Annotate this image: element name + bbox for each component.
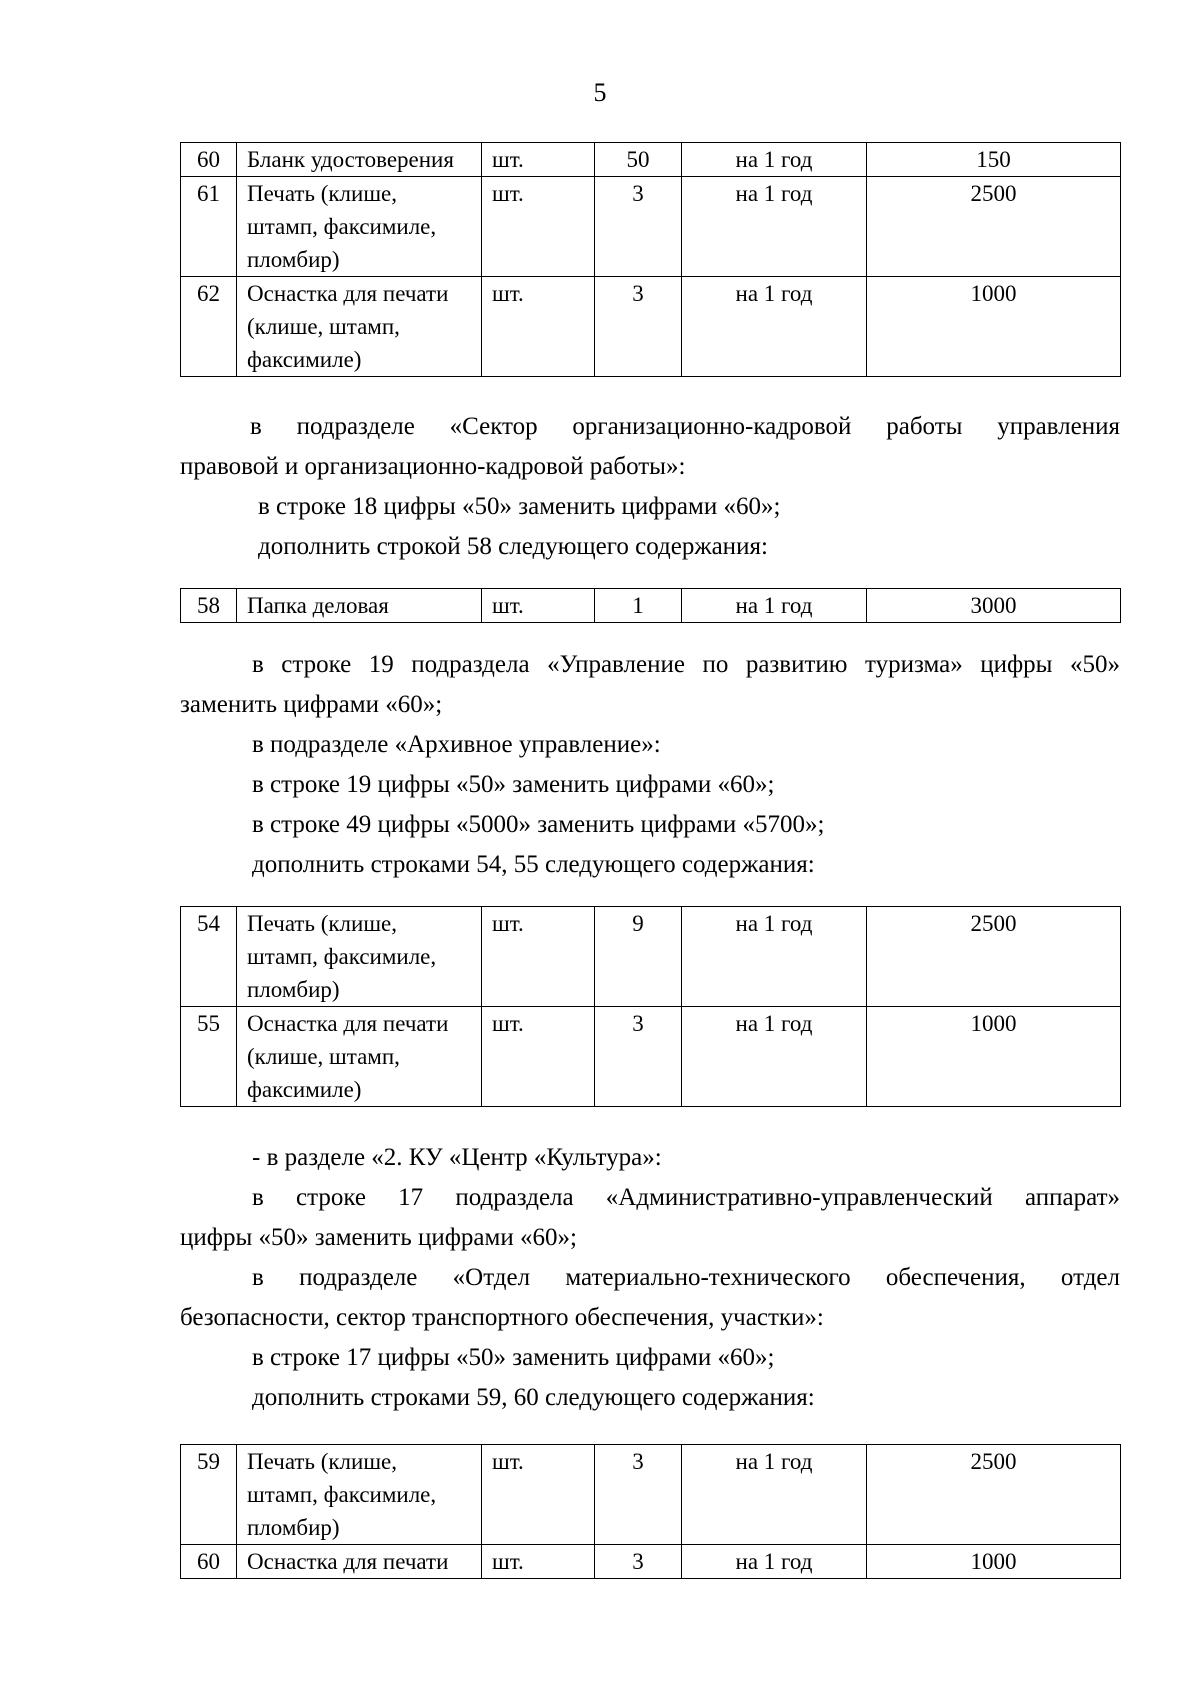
term-cell: на 1 год [682, 143, 867, 177]
paragraph-line: дополнить строками 59, 60 следующего содержания: [252, 1384, 815, 1411]
price-cell: 2500 [867, 907, 1121, 1007]
paragraph-line: правовой и организационно-кадровой работы»: [180, 453, 686, 480]
paragraph-line: в строке 17 подраздела «Административно-управленческий аппарат» [252, 1184, 1120, 1211]
item-name-line: (клише, штамп, [247, 314, 400, 339]
item-name-line: Оснастка для печати [247, 281, 449, 306]
price-cell: 2500 [867, 177, 1121, 277]
table-row [181, 1007, 1121, 1107]
item-name-line: Папка деловая [247, 593, 389, 618]
row-number-cell: 62 [181, 277, 237, 377]
item-name-line: Печать (клише, [247, 911, 398, 936]
quantity-cell: 50 [595, 143, 682, 177]
unit-cell: шт. [482, 589, 595, 623]
unit-cell: шт. [482, 143, 595, 177]
item-name-line: пломбир) [247, 977, 340, 1002]
quantity-cell: 3 [595, 277, 682, 377]
paragraph-line: в строке 17 цифры «50» заменить цифрами «60»; [252, 1344, 775, 1371]
items-table-1 [180, 142, 1121, 377]
item-name-line: Оснастка для печати [247, 1011, 449, 1036]
row-number-cell: 60 [181, 143, 237, 177]
table-row [181, 907, 1121, 1007]
unit-cell: шт. [482, 1445, 595, 1545]
item-name-line: штамп, факсимиле, [247, 214, 437, 239]
quantity-cell: 3 [595, 1545, 682, 1579]
items-table-2 [180, 588, 1121, 623]
price-cell: 1000 [867, 1545, 1121, 1579]
price-cell: 150 [867, 143, 1121, 177]
price-cell: 2500 [867, 1445, 1121, 1545]
item-name-line: факсимиле) [247, 347, 362, 372]
paragraph-line: безопасности, сектор транспортного обеспечения, участки»: [180, 1304, 824, 1331]
unit-cell: шт. [482, 907, 595, 1007]
paragraph-line: в подразделе «Архивное управление»: [252, 731, 661, 758]
table-row [181, 1545, 1121, 1579]
item-name-line: Оснастка для печати [247, 1549, 449, 1574]
item-name-line: (клише, штамп, [247, 1044, 400, 1069]
term-cell: на 1 год [682, 177, 867, 277]
quantity-cell: 3 [595, 1007, 682, 1107]
paragraph-line: в строке 49 цифры «5000» заменить цифрами «5700»; [252, 811, 825, 838]
row-number-cell: 55 [181, 1007, 237, 1107]
item-name-line: пломбир) [247, 1515, 340, 1540]
row-number-cell: 54 [181, 907, 237, 1007]
item-name-cell [237, 907, 482, 1007]
item-name-line: штамп, факсимиле, [247, 944, 437, 969]
item-name-line: Бланк удостоверения [247, 147, 454, 172]
table-row [181, 177, 1121, 277]
item-name-line: Печать (клише, [247, 1449, 398, 1474]
paragraph-line: дополнить строками 54, 55 следующего содержания: [252, 851, 815, 878]
item-name-cell [237, 1545, 482, 1579]
row-number-cell: 58 [181, 589, 237, 623]
paragraph-line: дополнить строкой 58 следующего содержания: [258, 533, 768, 560]
item-name-cell [237, 1007, 482, 1107]
paragraph-line: в строке 19 подраздела «Управление по развитию туризма» цифры «50» [252, 651, 1120, 678]
term-cell: на 1 год [682, 1445, 867, 1545]
price-cell: 1000 [867, 1007, 1121, 1107]
paragraph-line: - в разделе «2. КУ «Центр «Культура»: [252, 1144, 662, 1171]
page-number: 5 [593, 78, 607, 107]
item-name-cell [237, 1445, 482, 1545]
item-name-cell [237, 277, 482, 377]
item-name-line: пломбир) [247, 247, 340, 272]
quantity-cell: 9 [595, 907, 682, 1007]
term-cell: на 1 год [682, 589, 867, 623]
table-row [181, 589, 1121, 623]
unit-cell: шт. [482, 277, 595, 377]
quantity-cell: 1 [595, 589, 682, 623]
paragraph-line: в подразделе «Отдел материально-технического обеспечения, отдел [252, 1264, 1120, 1291]
term-cell: на 1 год [682, 277, 867, 377]
quantity-cell: 3 [595, 177, 682, 277]
term-cell: на 1 год [682, 1545, 867, 1579]
item-name-cell [237, 589, 482, 623]
price-cell: 3000 [867, 589, 1121, 623]
unit-cell: шт. [482, 177, 595, 277]
unit-cell: шт. [482, 1007, 595, 1107]
term-cell: на 1 год [682, 1007, 867, 1107]
items-table-4 [180, 1444, 1121, 1579]
item-name-line: штамп, факсимиле, [247, 1482, 437, 1507]
paragraph-line: цифры «50» заменить цифрами «60»; [180, 1224, 577, 1251]
table-row [181, 143, 1121, 177]
row-number-cell: 59 [181, 1445, 237, 1545]
unit-cell: шт. [482, 1545, 595, 1579]
row-number-cell: 61 [181, 177, 237, 277]
table-row [181, 1445, 1121, 1545]
paragraph-line: в строке 18 цифры «50» заменить цифрами «60»; [258, 493, 781, 520]
row-number-cell: 60 [181, 1545, 237, 1579]
paragraph-line: заменить цифрами «60»; [180, 691, 443, 718]
price-cell: 1000 [867, 277, 1121, 377]
item-name-line: Печать (клише, [247, 181, 398, 206]
item-name-line: факсимиле) [247, 1077, 362, 1102]
table-row [181, 277, 1121, 377]
paragraph-line: в подразделе «Сектор организационно-кадровой работы управления [250, 413, 1120, 440]
term-cell: на 1 год [682, 907, 867, 1007]
item-name-cell [237, 177, 482, 277]
items-table-3 [180, 906, 1121, 1107]
paragraph-line: в строке 19 цифры «50» заменить цифрами «60»; [252, 771, 775, 798]
item-name-cell [237, 143, 482, 177]
quantity-cell: 3 [595, 1445, 682, 1545]
